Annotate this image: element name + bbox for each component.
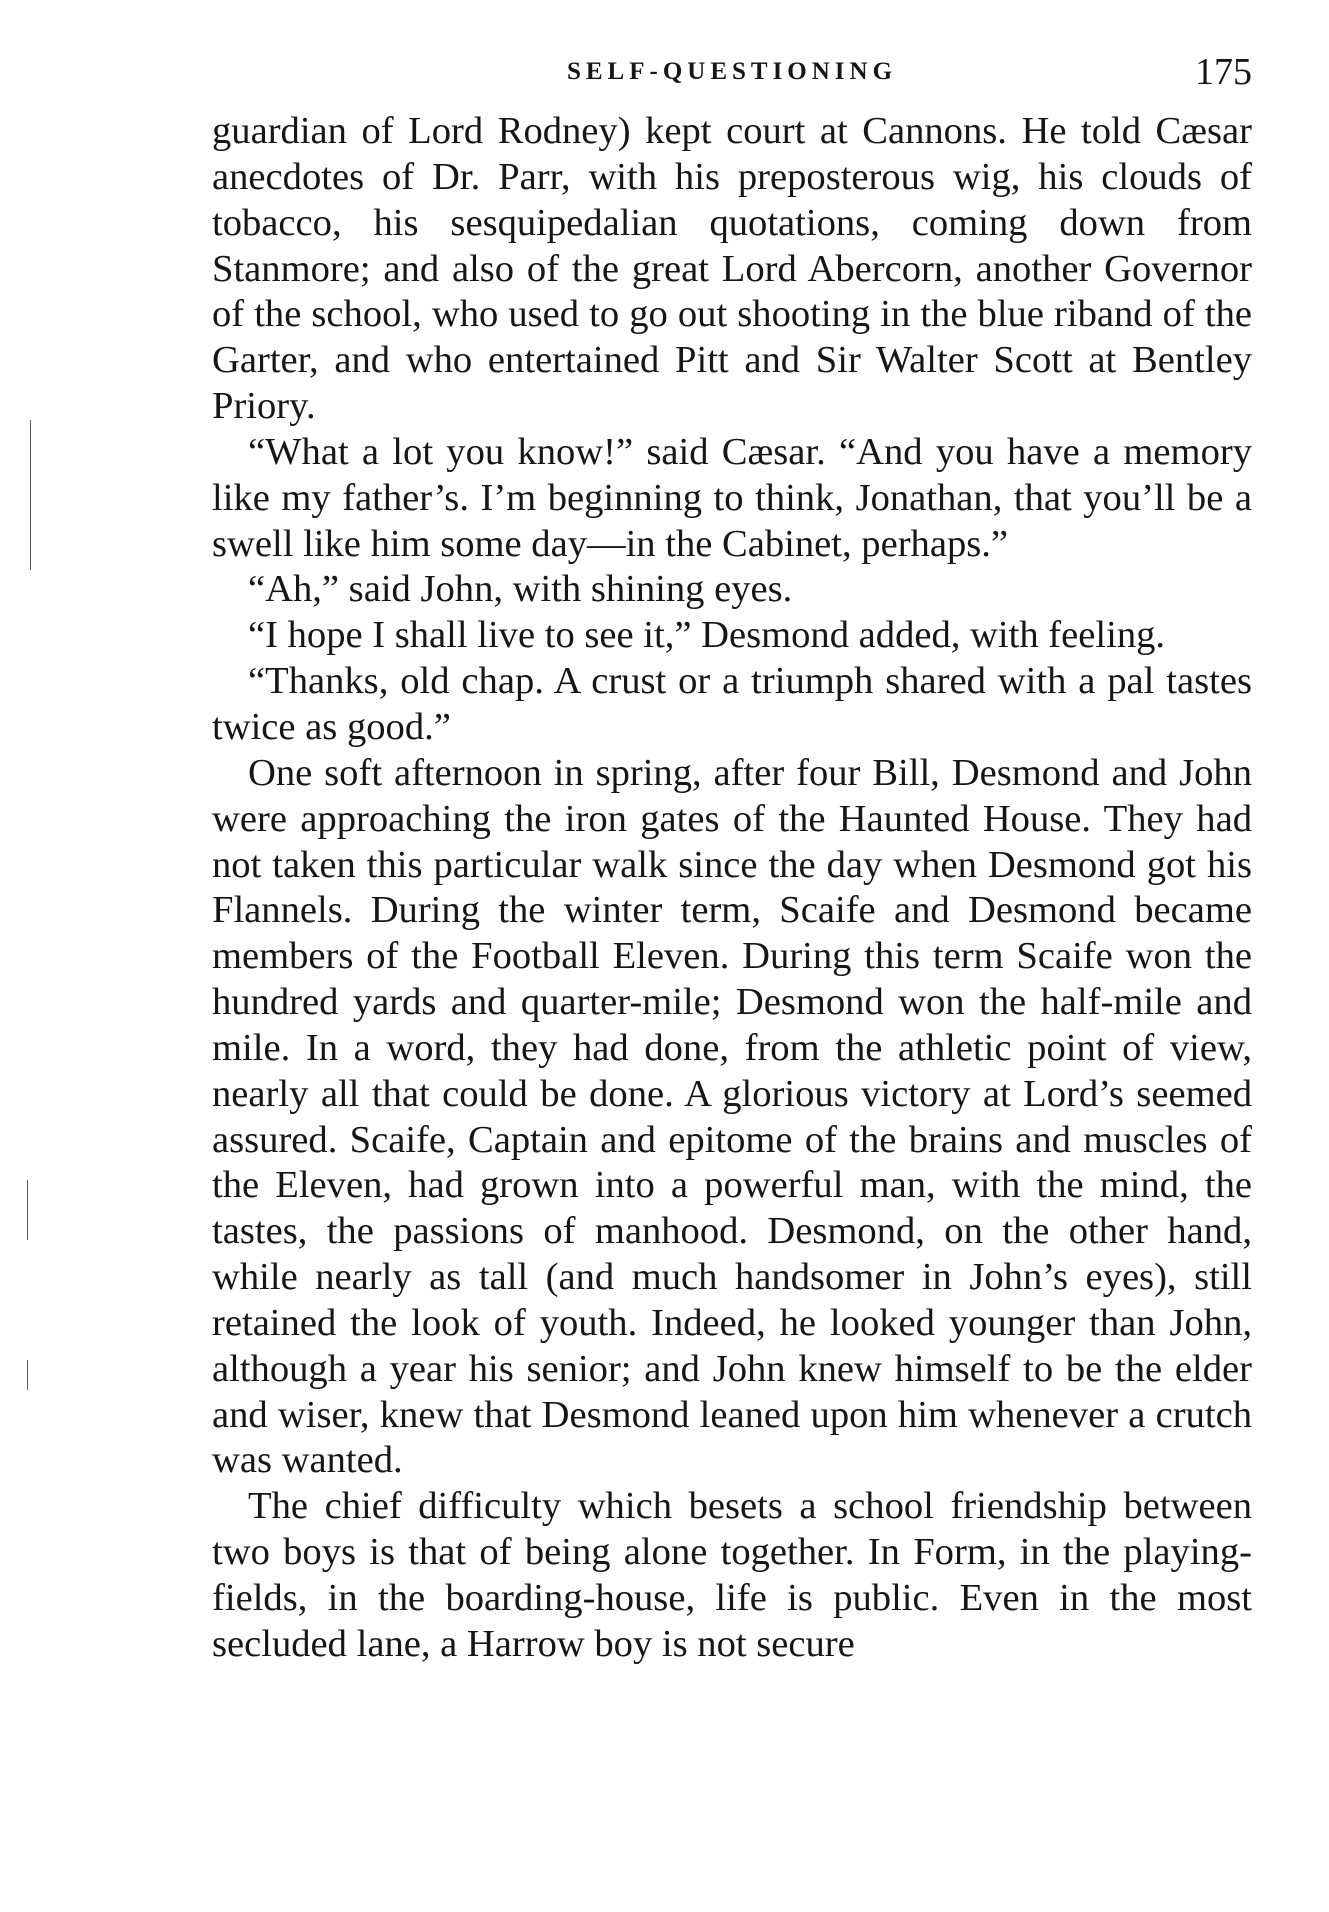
paragraph: guardian of Lord Rodney) kept court at Cannons. He told Cæsar anecdotes of Dr. Parr, with his preposterous wig, his clouds of tobacco, his sesquipedalian quotations, coming down from Stanmore; and also of the great Lord Abercorn, another Governor of the school, who used to go out shooting in the blue riband of the Garter, and who entertained Pitt and Sir Walter Scott at Bentley Priory.: [212, 110, 1252, 428]
gutter-mark: [27, 1180, 28, 1240]
paragraph: The chief difficulty which besets a school friendship between two boys is that of being alone together. In Form, in the playing-fields, in the boarding-house, life is public. Even in the most secluded lane, a Harrow boy is not secure: [212, 1485, 1252, 1665]
gutter-mark: [27, 1360, 28, 1390]
running-head: [212, 50, 1252, 106]
running-title: SELF-QUESTIONING: [566, 58, 898, 85]
paragraph: One soft afternoon in spring, after four Bill, Desmond and John were approaching the iron gates of the Haunted House. They had not taken this particular walk since the day when Desmond got his Flannels. During the winter term, Scaife and Desmond became members of the Football Eleven. During this term Scaife won the hundred yards and quarter-mile; Desmond won the half-mile and mile. In a word, they had done, from the athletic point of view, nearly all that could be done. A glorious victory at Lord’s seemed assured. Scaife, Captain and epitome of the brains and muscles of the Eleven, had grown into a powerful man, with the mind, the tastes, the passions of manhood. Desmond, on the other hand, while nearly as tall (and much handsomer in John’s eyes), still retained the look of youth. Indeed, he looked younger than John, although a year his senior; and John knew himself to be the elder and wiser, knew that Desmond leaned upon him whenever a crutch was wanted.: [212, 751, 1252, 1482]
paragraph: “I hope I shall live to see it,” Desmond added, with feeling.: [248, 614, 1166, 657]
paragraph: “Ah,” said John, with shining eyes.: [248, 568, 793, 611]
page-number: 175: [1195, 51, 1252, 93]
body-text: [212, 109, 1252, 1668]
paragraph: “Thanks, old chap. A crust or a triumph shared with a pal tastes twice as good.”: [212, 660, 1252, 748]
paragraph: “What a lot you know!” said Cæsar. “And you have a memory like my father’s. I’m beginning to think, Jonathan, that you’ll be a swell like him some day—in the Cabinet, perhaps.”: [212, 430, 1252, 565]
gutter-mark: [30, 420, 31, 570]
